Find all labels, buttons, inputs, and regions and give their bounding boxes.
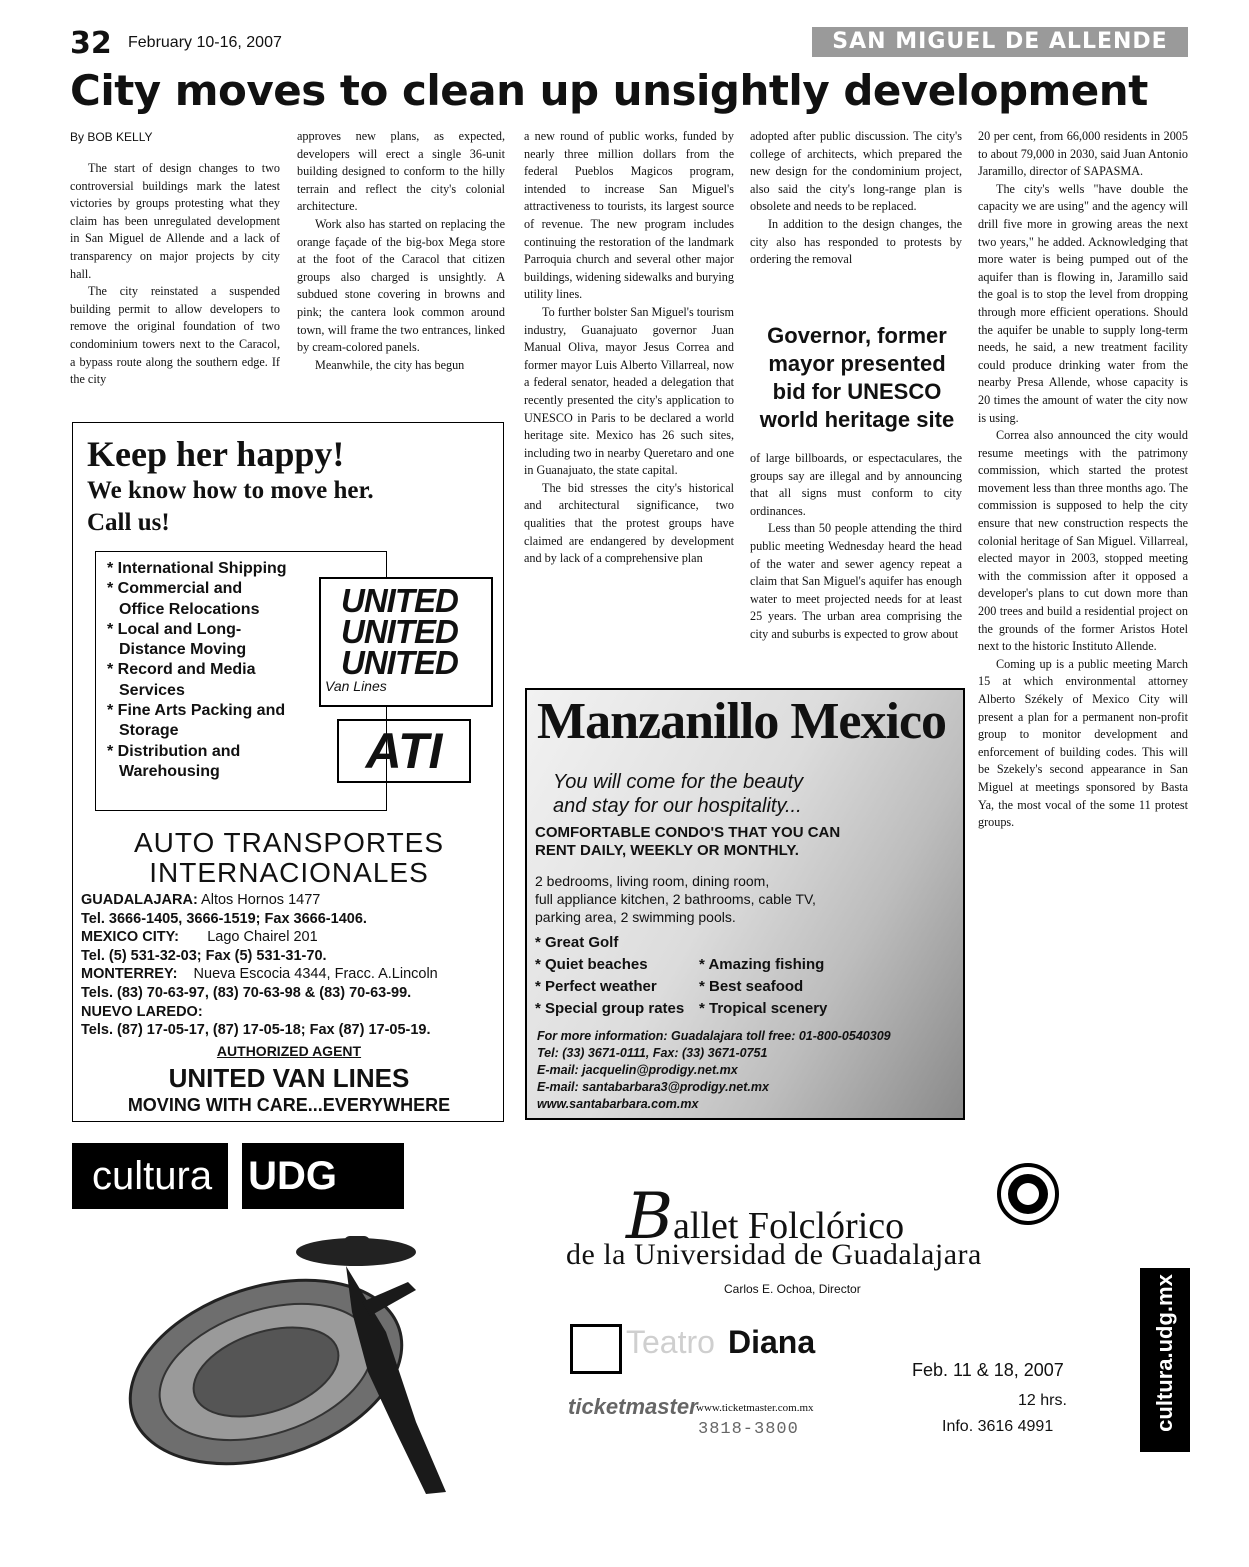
ati-logo: ATI: [337, 719, 471, 783]
paragraph: Less than 50 people attending the third public meeting Wednesday heard the head of the water and sewer agency repeat a claim that San Miguel's aquifer has enough water to meet projected needs for at least 25 years. The urban area comprising the city and suburbs is expected to grow about: [750, 521, 962, 641]
paragraph: adopted after public discussion. The city's college of architects, which prepared the new design for the condominium project, also said the city's long-range plan is obsolete and needs to be replaced.: [750, 129, 962, 214]
feature-item: * Perfect weather: [535, 978, 657, 995]
byline: By BOB KELLY: [70, 130, 153, 144]
united-logo: [319, 577, 493, 707]
section-banner: SAN MIGUEL DE ALLENDE: [812, 27, 1188, 57]
united-van-lines-ad: [72, 422, 504, 1122]
paragraph: Work also has started on replacing the orange façade of the big-box Mega store at the foot of the Caracol that citizen groups also charged is unsightly. A subdued stone covering in browns and pink; the cantera look common around town, will frame the two entrances, linked by cream-colored panels.: [297, 216, 505, 355]
brand-name: UNITED VAN LINES: [168, 1063, 410, 1093]
service-item: * Distribution and Warehousing: [107, 742, 241, 780]
issue-date: February 10-16, 2007: [128, 34, 282, 51]
feature-item: * Best seafood: [699, 978, 804, 995]
paragraph: The bid stresses the city's historical and architectural significance, two qualities that the protest groups have claimed are endangered by development and by lack of a comprehensive plan: [524, 480, 734, 566]
ad-title: Manzanillo Mexico: [537, 693, 947, 750]
service-item: * Fine Arts Packing and Storage: [107, 702, 286, 740]
slogan: MOVING WITH CARE...EVERYWHERE: [127, 1095, 451, 1115]
ad-call: Call us!: [87, 509, 170, 536]
paragraph: The city reinstated a suspended building permit to allow developers to remove the original foundation of two condominium towers next to the Caracol, a bypass route along the southern edge. If the city: [70, 284, 280, 387]
paragraph: 20 per cent, from 66,000 residents in 2005 to about 79,000 in 2030, said Juan Antonio Jaramillo, director of SAPASMA.: [978, 129, 1188, 179]
article-column-2: [297, 128, 505, 374]
paragraph: To further bolster San Miguel's tourism industry, Guanajuato governor Juan Manual Oliva, mayor Jesus Correa and former mayor Luis Alberto Villarreal, now a federal senator, headed a delegation that recently presented the city's application to UNESCO in Paris to be declared a world heritage site. Mexico has 26 such sites, including two in nearby Queretaro and one in Guanajuato, the state capital.: [524, 304, 734, 478]
service-item: * Commercial and Office Relocations: [107, 580, 260, 618]
event-dates: Feb. 11 & 18, 2007: [912, 1360, 1064, 1380]
service-item: * Record and Media Services: [107, 661, 256, 699]
feature-item: * Special group rates: [535, 1000, 685, 1017]
paragraph: The start of design changes to two controversial buildings mark the latest victories by groups protesting what they claim has been unregulated development in San Miguel de Allende and a lack of transparency on major projects by city hall.: [70, 161, 280, 281]
event-time: 12 hrs.: [1018, 1392, 1067, 1409]
diana-label: Diana: [728, 1324, 816, 1360]
logo-sub: Van Lines: [325, 678, 387, 694]
paragraph: In addition to the design changes, the city also has responded to protests by ordering the removal: [750, 216, 962, 267]
company-name-2: INTERNACIONALES: [149, 857, 429, 888]
contact-info: For more information: Guadalajara toll free: 01-800-0540309 Tel: (33) 3671-0111, Fax: (33) 3671-0751 E-mail: jacquelin@prodigy.net.mx E-mail: santabarbara3@prodigy.net.mx www.santabarbara.com.mx: [537, 1029, 891, 1111]
teatro-label: Teatro: [626, 1324, 715, 1360]
company-name-1: AUTO TRANSPORTES: [133, 827, 445, 858]
ticketmaster-logo: ticketmaster: [568, 1394, 698, 1419]
ballet-title: Ballet Folclórico: [626, 1180, 905, 1254]
article-column-1: [70, 160, 280, 389]
paragraph: Meanwhile, the city has begun: [315, 357, 465, 372]
contact-line: Tel. (5) 531-32-03; Fax (5) 531-31-70.: [81, 947, 327, 964]
feature-item: * Amazing fishing: [699, 956, 825, 973]
ticketmaster-phone: 3818-3800: [698, 1420, 799, 1439]
authorized-agent: AUTHORIZED AGENT: [216, 1043, 362, 1059]
article-column-4a: [750, 128, 962, 269]
contact-line: GUADALAJARA: Altos Hornos 1477: [81, 892, 321, 908]
ad-subheadline: We know how to move her.: [87, 477, 374, 504]
manzanillo-ad: [525, 688, 965, 1120]
services-list: [107, 559, 299, 782]
paragraph: a new round of public works, funded by nearly three million dollars from the federal Pueblos Magicos program, intended to increase San Miguel's attractiveness to tourists, its largest source of revenue. The new program includes continuing the restoration of the landmark Parroquia church and several other major buildings, widening sidewalks and burying utility lines.: [524, 129, 734, 302]
service-item: * International Shipping: [107, 560, 287, 577]
contact-line: Tels. (83) 70-63-97, (83) 70-63-98 & (83) 70-63-99.: [81, 984, 412, 1001]
contact-list: [81, 891, 438, 1040]
paragraph: Coming up is a public meeting March 15 at which environmental attorney Alberto Székely of Mexico City will present a plan for a permanent non-profit group to monitor development and enforcement of building codes. This will be Szekely's second appearance in San Miguel at meetings sponsored by Basta Ya, the most vocal of the some 11 protest groups.: [978, 656, 1188, 830]
event-info-phone: Info. 3616 4991: [942, 1418, 1054, 1435]
paragraph: of large billboards, or espectaculares, the groups say are illegal and by announcing that all signs must conform to city ordinances.: [750, 451, 962, 518]
headline: City moves to clean up unsightly development: [70, 66, 1148, 115]
article-column-4b: [750, 450, 962, 644]
contact-line: Tels. (87) 17-05-17, (87) 17-05-18; Fax (87) 17-05-19.: [81, 1022, 431, 1039]
cultura-udg-logo: cultura UDG: [72, 1143, 404, 1209]
ad-tagline: You will come for the beauty and stay for our hospitality...: [553, 771, 804, 817]
ticketmaster-url: www.ticketmaster.com.mx: [696, 1402, 814, 1414]
paragraph: approves new plans, as expected, developers will erect a single 36-unit building designed to conform to the hilly terrain and reflect the city's colonial architecture.: [297, 129, 505, 214]
udg-seal-icon: [996, 1162, 1060, 1226]
ballet-director: Carlos E. Ochoa, Director: [724, 1282, 861, 1296]
side-banner: cultura.udg.mx: [1140, 1268, 1190, 1452]
page-number: 32: [70, 26, 112, 61]
condo-offer: COMFORTABLE CONDO'S THAT YOU CAN RENT DAILY, WEEKLY OR MONTHLY.: [535, 824, 841, 859]
feature-item: * Tropical scenery: [699, 1000, 828, 1017]
ballet-subtitle: de la Universidad de Guadalajara: [566, 1238, 982, 1271]
paragraph: The city's wells "have double the capacity we are using" and the agency will drill five more in growing areas the next two years," he added. Acknowledging that more water is being pumped out of the aquifer than is flowing in, Jaramillo said the goal is to stop the level from dropping through more efficient operations. Should the aquifer be unable to supply long-term needs, he said, a new treatment facility could produce drinking water from the nearby Presa Allende, whose capacity is 20 times the amount of water the city now is using.: [978, 181, 1188, 425]
contact-line: MONTERREY: Nueva Escocia 4344, Fracc. A.Lincoln: [81, 966, 438, 983]
logo-word: UNITED: [341, 644, 458, 681]
feature-item: * Great Golf: [535, 934, 619, 951]
service-item: * Local and Long-Distance Moving: [107, 620, 247, 659]
article-column-5: [978, 128, 1188, 832]
logo-word: UNITED: [341, 582, 458, 619]
amenities: 2 bedrooms, living room, dining room, full appliance kitchen, 2 bathrooms, cable TV, parking area, 2 swimming pools.: [535, 873, 816, 925]
contact-line: MEXICO CITY: Lago Chairel 201: [81, 929, 318, 946]
contact-line: Tel. 3666-1405, 3666-1519; Fax 3666-1406.: [81, 910, 367, 927]
article-column-3: [524, 128, 734, 568]
paragraph: Correa also announced the city would resume meetings with the patrimony commission, which started the protest movement less than three months ago. The commission is supposed to help the city ensure that new construction respects the colonial heritage of San Miguel. Villarreal, elected mayor in 2003, stopped meeting with the commission after it opposed a developer's plans to cut down more than 200 trees and build a residential project on the grounds of the former Aristos Hotel next to the historic Instituto Allende.: [978, 428, 1188, 654]
logo-word: UNITED: [341, 613, 458, 650]
contact-line: NUEVO LAREDO:: [81, 1003, 203, 1020]
teatro-diana-logo-icon: [570, 1324, 622, 1374]
dancers-illustration: [116, 1222, 486, 1502]
subheadline: Governor, former mayor presented bid for UNESCO world heritage site: [759, 323, 955, 432]
feature-item: * Quiet beaches: [535, 956, 648, 973]
ad-headline: Keep her happy!: [87, 434, 345, 474]
